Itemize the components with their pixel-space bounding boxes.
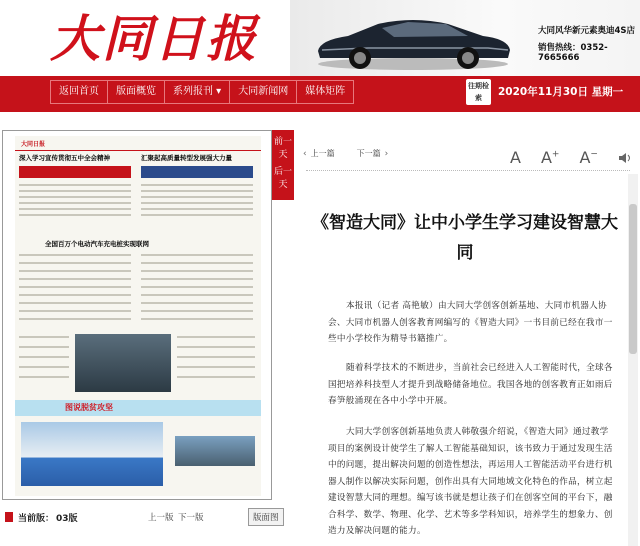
thumb-headline-3[interactable]: 全国百万个电动汽车充电桩实现联网: [45, 240, 149, 248]
font-tools: [510, 148, 632, 167]
date-switcher: [272, 130, 294, 200]
scrollbar-thumb[interactable]: [629, 204, 637, 354]
thumb-rule: [15, 150, 261, 151]
ad-banner[interactable]: [290, 0, 640, 76]
font-increase-label: A: [540, 148, 552, 167]
thumb-photo-buses: [21, 422, 163, 486]
plus-icon: +: [551, 149, 560, 160]
ad-dealer-name: 大同风华新元素奥迪4S店: [538, 26, 636, 36]
spacer: [0, 112, 640, 128]
newspaper-logo[interactable]: 大同日报: [50, 9, 258, 68]
calendar-icon[interactable]: 往期检索: [466, 79, 491, 105]
nav-menu: [50, 80, 354, 104]
page-thumbnail-frame: [2, 130, 272, 500]
toolbar-divider: [306, 170, 630, 171]
car-ad-image: [308, 6, 518, 72]
thumb-headline-2[interactable]: 汇聚起高质量转型发展强大力量: [141, 154, 232, 162]
article-scrollbar[interactable]: [628, 174, 638, 546]
prev-day-button[interactable]: 前一天: [273, 137, 292, 160]
next-day-button[interactable]: 后一天: [273, 167, 292, 190]
chevron-left-icon: ‹: [303, 148, 307, 159]
next-page-link[interactable]: 下一版: [178, 513, 204, 523]
font-decrease-button[interactable]: [579, 148, 598, 167]
nav-media[interactable]: 媒体矩阵: [305, 86, 346, 97]
thumb-blue-banner: [141, 166, 253, 178]
nav-home[interactable]: 返回首页: [51, 81, 108, 103]
thumb-red-banner: [19, 166, 131, 178]
thumb-photo-building: [175, 436, 255, 466]
article-paragraph: 随着科学技术的不断进步，当前社会已经进入人工智能时代，全球各国把培养科技型人才提升到战略储备地位。我国各地的创客教育正如雨后春笋般涌现在各中小学中开展。: [328, 363, 613, 406]
article-paragraph: 本报讯（记者 高艳敏）由大同大学创客创新基地、大同市机器人协会、大同市机器人创客教育网编写的《智造大同》一书目前已经在我市一些中小学校作为精导书籍推广。: [328, 301, 613, 344]
thumb-feature-banner: [15, 400, 261, 416]
page-footer-bar: [2, 506, 294, 536]
font-decrease-label: A: [579, 148, 591, 167]
current-page-value: 03版: [56, 514, 78, 524]
ad-hotline: 销售热线：0352-7665666: [538, 43, 608, 63]
page-icon: [4, 512, 14, 522]
font-increase-button[interactable]: [541, 148, 560, 167]
prev-page-link[interactable]: 上一版: [148, 513, 174, 523]
page-image-button[interactable]: 版面图: [248, 508, 284, 526]
issue-date: 2020年11月30日 星期一: [498, 86, 624, 98]
chevron-right-icon: ›: [384, 148, 389, 159]
thumb-headline-1[interactable]: 深入学习宣传贯彻五中全会精神: [19, 154, 110, 162]
nav-news-site[interactable]: 大同新闻网: [230, 81, 297, 103]
speaker-icon[interactable]: [618, 151, 632, 165]
nav-overview[interactable]: 版面概览: [108, 81, 165, 103]
current-page-label: 当前版：: [18, 514, 55, 524]
minus-icon: −: [590, 149, 598, 160]
article-paragraph: 大同大学创客创新基地负责人韩敬强介绍说，《智造大同》通过教学项目的案例设计使学生了解人工智能基础知识，该书致力于通过发现生活中的问题，提出解决问题的创造性想法，再运用人工智能活动平台进行机器人制作以解决实际问题，创作出具有大同地域文化特色的作品，树立起建设智慧大同的理想。编写该书就是想让孩子们在创客空间的平台下，融合科学、数学、物理、化学、艺术等多学科知识，培养学生的想象力、创造力及解决问题的能力。: [328, 427, 613, 536]
thumb-photo-port: [75, 334, 171, 392]
header: [0, 0, 640, 76]
prev-article-link[interactable]: 上一篇: [310, 149, 335, 158]
article-title: 《智造大同》让中小学生学习建设智慧大同: [312, 213, 618, 263]
thumb-masthead: 大同日报: [21, 141, 46, 148]
font-reset-button[interactable]: A: [510, 148, 521, 167]
page-thumbnail[interactable]: [15, 136, 261, 496]
main-nav: [0, 76, 640, 108]
next-article-link[interactable]: 下一篇: [356, 149, 381, 158]
thumb-headline-4[interactable]: 图说脱贫攻坚: [65, 403, 113, 412]
article-panel: [306, 174, 624, 546]
article-pager: [303, 148, 388, 159]
nav-series[interactable]: 系列报刊 ▾: [165, 81, 230, 103]
